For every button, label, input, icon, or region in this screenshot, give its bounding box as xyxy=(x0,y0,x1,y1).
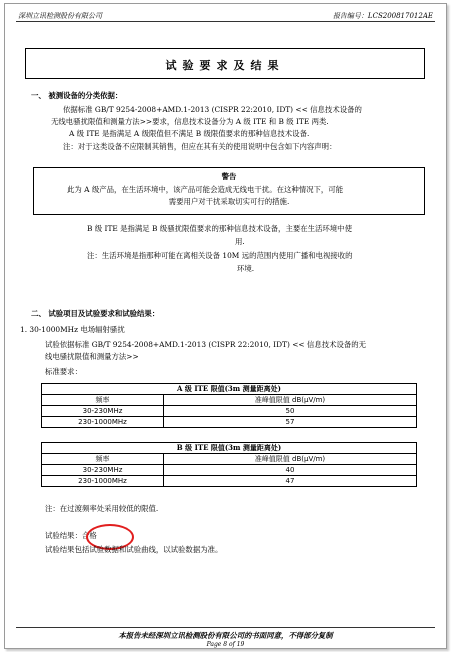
table-row xyxy=(42,406,417,417)
section1-line: B 级 ITE 是指满足 B 级骚扰限值要求的那种信息技术设备，主要在生活环境中使 xyxy=(87,224,352,233)
table-cell: 47 xyxy=(164,476,417,487)
conclusion-note: 试验结果包括试验数据和试验曲线，以试验数据为准。 xyxy=(45,545,223,554)
class-a-limit-table xyxy=(41,383,417,428)
page-number: Page 8 of 19 xyxy=(206,641,245,648)
class-b-limit-table xyxy=(41,442,417,487)
section1-line: 无线电骚扰限值和测量方法>>要求，信息技术设备分为 A 级 ITE 和 B 级 ITE 两类. xyxy=(51,117,329,126)
standard-line: 线电骚扰限值和测量方法>> xyxy=(45,352,139,361)
section2-heading: 二、 试验项目及试验要求和试验结果： xyxy=(31,309,160,318)
table-cell: 50 xyxy=(164,406,417,417)
report-page xyxy=(4,3,447,649)
section1-line: 用. xyxy=(235,237,245,246)
page-header xyxy=(5,8,446,22)
company-name: 深圳立讯检测股份有限公司 xyxy=(18,12,102,20)
table-caption: A 级 ITE 限值(3m 测量距离处) xyxy=(42,384,417,395)
table-cell: 57 xyxy=(164,417,417,428)
warning-text: 需要用户对干扰采取切实可行的措施. xyxy=(168,197,290,206)
table-cell: 30-230MHz xyxy=(42,465,164,476)
section1-heading: 一、 被测设备的分类依据： xyxy=(31,91,123,100)
column-header: 频率 xyxy=(42,395,164,406)
table-cell: 230-1000MHz xyxy=(42,417,164,428)
test-item-title: 1. 30-1000MHz 电场辐射骚扰 xyxy=(20,325,125,334)
section1-line: A 级 ITE 是指满足 A 级限值但不满足 B 级限值要求的那种信息技术设备. xyxy=(69,129,310,138)
table-row xyxy=(42,465,417,476)
copyright-statement: 本报告未经深圳立讯检测股份有限公司的书面同意，不得部分复制 xyxy=(118,631,333,640)
requirement-label: 标准要求： xyxy=(45,367,82,376)
column-header: 准峰值限值 dB(μV/m) xyxy=(164,454,417,465)
page-title: 试验要求及结果 xyxy=(165,59,285,72)
standard-line: 试验依据标准 GB/T 9254-2008+AMD.1-2013 (CISPR 22:2010, IDT) << 信息技术设备的无 xyxy=(45,340,367,349)
title-box xyxy=(25,48,425,79)
table-cell: 230-1000MHz xyxy=(42,476,164,487)
table-row xyxy=(42,417,417,428)
table-row xyxy=(42,476,417,487)
section1-line: 依据标准 GB/T 9254-2008+AMD.1-2013 (CISPR 22:2010, IDT) << 信息技术设备的 xyxy=(63,105,362,114)
report-number: 报告编号：LCS200817012AE xyxy=(332,12,433,20)
warning-text: 此为 A 级产品，在生活环境中，该产品可能会造成无线电干扰。在这种情况下，可能 xyxy=(67,185,344,194)
table-note: 注：在过渡频率处采用较低的限值. xyxy=(45,504,159,513)
warning-box xyxy=(33,167,425,215)
section1-note: 环境. xyxy=(237,264,255,273)
table-cell: 40 xyxy=(164,465,417,476)
table-cell: 30-230MHz xyxy=(42,406,164,417)
warning-title: 警告 xyxy=(221,172,237,181)
footer-divider xyxy=(16,627,435,628)
column-header: 准峰值限值 dB(μV/m) xyxy=(164,395,417,406)
section1-note: 注：生活环境是指那种可能在离相关设备 10M 远的范围内使用广播和电视接收的 xyxy=(87,251,353,260)
header-divider xyxy=(16,21,435,22)
test-conclusion: 试验结果：合格 xyxy=(45,531,97,540)
table-caption: B 级 ITE 限值(3m 测量距离处) xyxy=(42,443,417,454)
section1-note: 注：对于这类设备不应限制其销售，但应在其有关的使用说明中包含如下内容声明： xyxy=(63,142,337,151)
column-header: 频率 xyxy=(42,454,164,465)
